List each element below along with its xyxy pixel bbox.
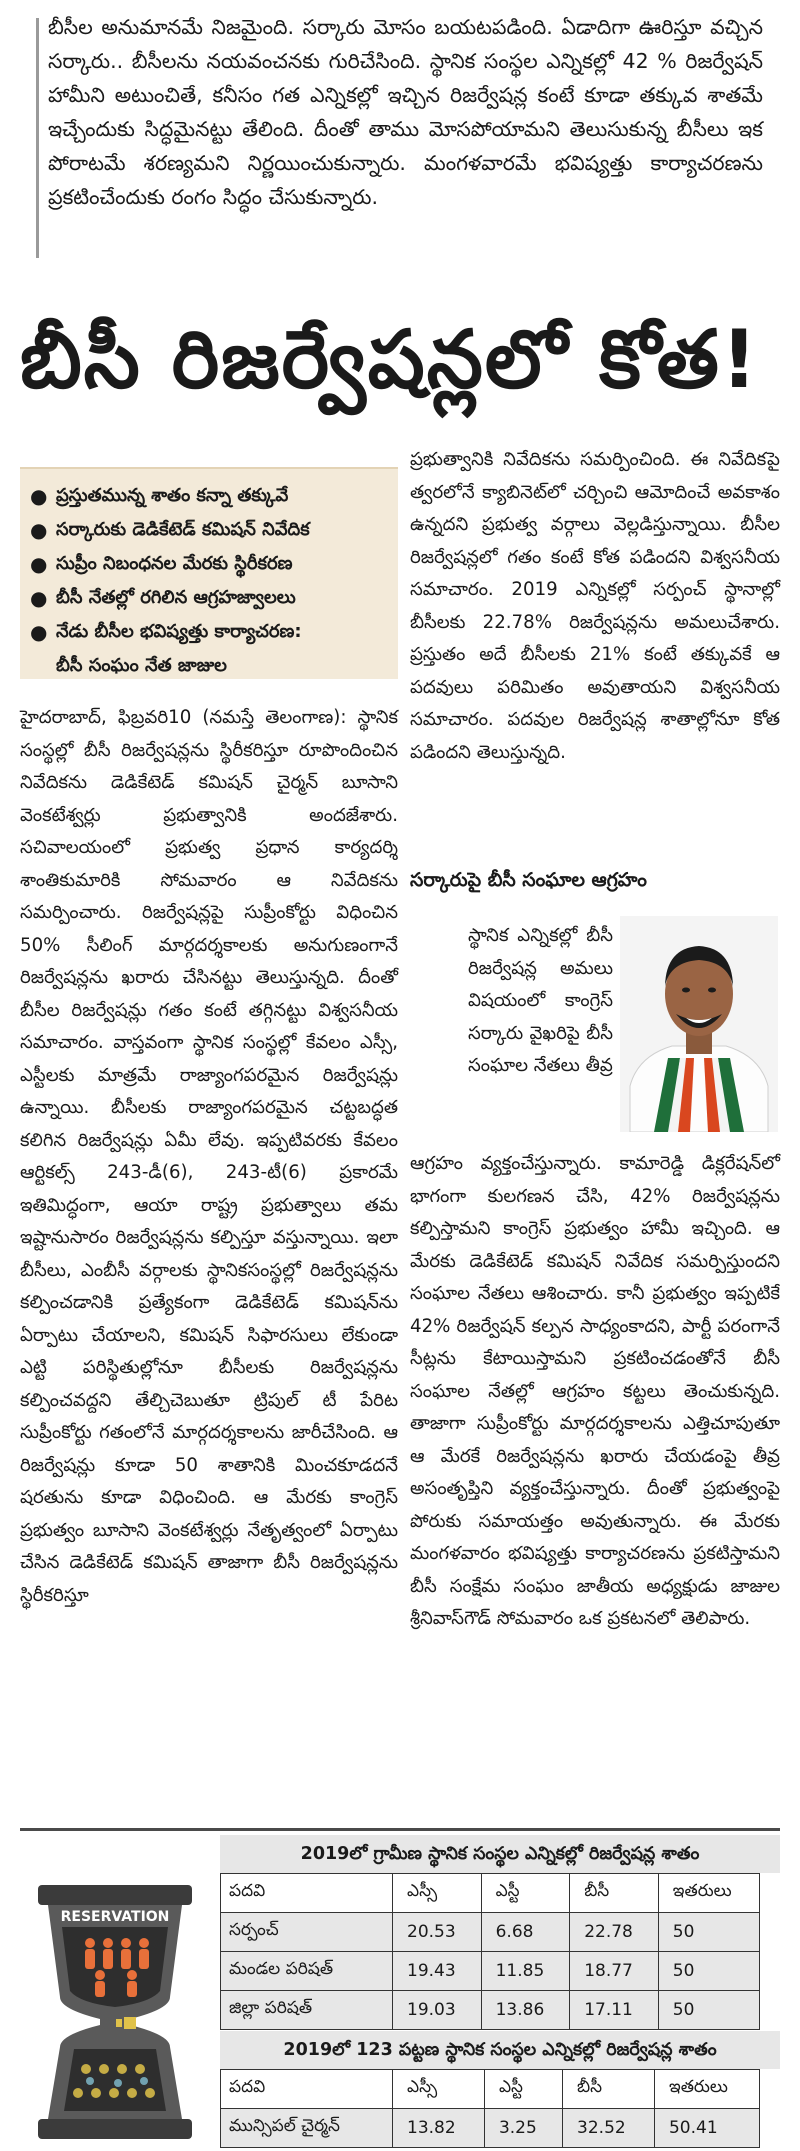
highlight-item: ● నేడు బీసీల భవిష్యత్తు కార్యాచరణ: (30, 615, 390, 649)
table-cell: 50 (658, 1913, 759, 1952)
table-cell: 19.03 (393, 1991, 482, 2030)
body-text: హైదరాబాద్, ఫిబ్రవరి10 (నమస్తే తెలంగాణ): స్థానిక సంస్థల్లో బీసీ రిజర్వేషన్లను స్థిరీకరిస్తూ రూపొందించిన నివేదికను డెడికేటెడ్ కమిషన్ చైర్మన్ బూసాని వెంకటేశ్వర్లు ప్రభుత్వానికి అందజేశారు. సచివాలయంలో ప్రభుత్వ ప్రధాన కార్యదర్శి శాంతికుమారికి సోమవారం ఆ నివేదికను సమర్పించారు. రిజర్వేషన్లపై సుప్రీంకోర్టు విధించిన 50% సీలింగ్ మార్గదర్శకాలకు అనుగుణంగానే రిజర్వేషన్లను ఖరారు చేసినట్టు తెలుస్తున్నది. దీంతో బీసీల రిజర్వేషన్లు గతం కంటే తగ్గినట్టు విశ్వసనీయ సమాచారం. వాస్తవంగా స్థానిక సంస్థల్లో కేవలం ఎస్సీ, ఎస్టీలకు మాత్రమే రాజ్యాంగపరమైన రిజర్వేషన్లు ఉన్నాయి. బీసీలకు రాజ్యాంగపరమైన చట్టబద్ధత కలిగిన రిజర్వేషన్లు ఏమీ లేవు. ఇప్పటివరకు కేవలం ఆర్టికల్స్ 243-డీ(6), 243-టీ(6) ప్రకారమే ఇతిమిద్ధంగా, ఆయా రాష్ట్ర ప్రభుత్వాలు తమ ఇష్టానుసారం రిజర్వేషన్లను కల్పిస్తూ వస్తున్నాయి. ఇలా బీసీలు, ఎంబీసీ వర్గాలకు స్థానికసంస్థల్లో రిజర్వేషన్లను కల్పించడానికి ప్రత్యేకంగా డెడికేటెడ్ కమిషన్‌ను ఏర్పాటు చేయాలని, కమిషన్ సిఫారసులు లేకుండా ఎట్టి పరిస్థితుల్లోనూ బీసీలకు రిజర్వేషన్లను కల్పించవద్దని తేల్చిచెబుతూ ట్రిపుల్ టీ పేరిట సుప్రీంకోర్టు గతంలోనే మార్గదర్శకాలను జారీచేసింది. ఆ రిజర్వేషన్లు కూడా 50 శాతానికి మించకూడదనే షరతును కూడా విధించింది. ఆ మేరకు కాంగ్రెస్ ప్రభుత్వం బూసాని వెంకటేశ్వర్లు నేతృత్వంలో ఏర్పాటు చేసిన డెడికేటెడ్ కమిషన్ తాజాగా బీసీ రిజర్వేషన్లను స్థిరీకరిస్తూ (20, 707, 398, 1606)
table-header-cell: ఎస్టీ (481, 1874, 570, 1913)
highlight-item: ● సుప్రీం నిబంధనల మేరకు స్థిరీకరణ (30, 547, 390, 581)
highlight-item: ● సర్కారుకు డెడికేటెడ్ కమిషన్ నివేదిక (30, 513, 390, 547)
portrait-image (620, 916, 778, 1132)
table-header-cell: ఇతరులు (658, 1874, 759, 1913)
table-header-cell: ఎస్సీ (393, 2070, 485, 2109)
table-cell: మున్సిపల్ చైర్మన్ (221, 2109, 393, 2148)
body-text: స్థానిక ఎన్నికల్లో బీసీ రిజర్వేషన్ల అమలు విషయంలో కాంగ్రెస్ సర్కారు వైఖరిపై బీసీ సంఘాల నేతలు తీవ్ర (468, 925, 613, 1076)
table-cell: 50 (658, 1952, 759, 1991)
highlight-item: ● ప్రస్తుతమున్న శాతం కన్నా తక్కువే (30, 479, 390, 513)
table-cell: 32.52 (563, 2109, 655, 2148)
rural-table-title: 2019లో గ్రామీణ స్థానిక సంస్థల ఎన్నికల్లో రిజర్వేషన్ల శాతం (220, 1835, 780, 1873)
table-header-cell: బీసీ (570, 1874, 659, 1913)
graphic-label: RESERVATION (60, 1909, 170, 1925)
rural-reservation-table (220, 1873, 760, 2030)
table-header-row (221, 1874, 760, 1913)
urban-table-title: 2019లో 123 పట్టణ స్థానిక సంస్థల ఎన్నికల్లో రిజర్వేషన్ల శాతం (220, 2031, 780, 2069)
body-column-2 (410, 444, 780, 769)
table-row (221, 2109, 760, 2148)
leader-photo (620, 916, 778, 1132)
highlight-continuation: బీసీ సంఘం నేత జాజుల (56, 655, 227, 676)
table-header-cell: పదవి (221, 2070, 393, 2109)
urban-table-block (220, 2031, 780, 2148)
body-column-3 (410, 1148, 780, 1636)
table-row (221, 1913, 760, 1952)
subheading: సర్కారుపై బీసీ సంఘాల ఆగ్రహం (410, 869, 647, 891)
urban-reservation-table (220, 2069, 760, 2148)
table-header-row (221, 2070, 760, 2109)
table-cell: 3.25 (484, 2109, 562, 2148)
bullet-icon: ● (30, 484, 48, 508)
table-cell: 13.86 (481, 1991, 570, 2030)
table-header-cell: బీసీ (563, 2070, 655, 2109)
highlights-box (20, 467, 398, 679)
table-cell: 6.68 (481, 1913, 570, 1952)
bullet-icon: ● (30, 518, 48, 542)
table-header-cell: ఎస్టీ (484, 2070, 562, 2109)
table-header-cell: ఎస్సీ (393, 1874, 482, 1913)
table-cell: 22.78 (570, 1913, 659, 1952)
bullet-icon: ● (30, 552, 48, 576)
table-header-cell: పదవి (221, 1874, 393, 1913)
headline: బీసీ రిజర్వేషన్లలో కోత! (20, 313, 760, 406)
body-column-1 (20, 702, 398, 1612)
body-text: ప్రభుత్వానికి నివేదికను సమర్పించింది. ఈ నివేదికపై త్వరలోనే క్యాబినెట్‌లో చర్చించి ఆమోదించే అవకాశం ఉన్నదని ప్రభుత్వ వర్గాలు వెల్లడిస్తున్నాయి. బీసీల రిజర్వేషన్లలో గతం కంటే కోత పడిందని విశ్వసనీయ సమాచారం. 2019 ఎన్నికల్లో సర్పంచ్ స్థానాల్లో బీసీలకు 22.78% రిజర్వేషన్లను అమలుచేశారు. ప్రస్తుతం అదే బీసీలకు 21% కంటే తక్కువకే ఆ పదవులు పరిమితం అవుతాయని విశ్వసనీయ సమాచారం. పదవుల రిజర్వేషన్ల శాతాల్లోనూ కోత పడిందని తెలుస్తున్నది. (410, 449, 780, 763)
table-header-cell: ఇతరులు (654, 2070, 759, 2109)
body-text: ఆగ్రహం వ్యక్తంచేస్తున్నారు. కామారెడ్డి డిక్లరేషన్‌లో భాగంగా కులగణన చేసి, 42% రిజర్వేషన్లను కల్పిస్తామని కాంగ్రెస్ ప్రభుత్వం హామీ ఇచ్చింది. ఆ మేరకు డెడికేటెడ్ కమిషన్ నివేదిక సమర్పిస్తుందని సంఘాల నేతలు ఆశించారు. కానీ ప్రభుత్వం ఇప్పటికే 42% రిజర్వేషన్ కల్పన సాధ్యంకాదని, పార్టీ పరంగానే సీట్లను కేటాయిస్తామని ప్రకటించడంతోనే బీసీ సంఘాల నేతల్లో ఆగ్రహం కట్టలు తెంచుకున్నది. తాజాగా సుప్రీంకోర్టు మార్గదర్శకాలను ఎత్తిచూపుతూ ఆ మేరకే రిజర్వేషన్లను ఖరారు చేయడంపై తీవ్ర అసంతృప్తిని వ్యక్తంచేస్తున్నారు. దీంతో ప్రభుత్వంపై పోరుకు సమాయత్తం అవుతున్నారు. ఈ మేరకు మంగళవారం భవిష్యత్తు కార్యాచరణను ప్రకటిస్తామని బీసీ సంక్షేమ సంఘం జాతీయ అధ్యక్షుడు జాజుల శ్రీనివాస్‌గౌడ్ సోమవారం ఒక ప్రకటనలో తెలిపారు. (410, 1153, 780, 1629)
table-cell: 13.82 (393, 2109, 485, 2148)
body-column-3-top (468, 920, 613, 1083)
table-cell: జిల్లా పరిషత్ (221, 1991, 393, 2030)
lead-rule (36, 18, 39, 258)
bullet-icon: ● (30, 620, 48, 644)
highlight-item: ● బీసీ నేతల్లో రగిలిన ఆగ్రహజ్వాలలు (30, 581, 390, 615)
reservation-tables-section (20, 1828, 780, 2149)
table-row (221, 1952, 760, 1991)
table-cell: 19.43 (393, 1952, 482, 1991)
table-cell: 18.77 (570, 1952, 659, 1991)
rural-table-block (220, 1835, 780, 2030)
table-cell: 50 (658, 1991, 759, 2030)
bullet-icon: ● (30, 586, 48, 610)
table-cell: మండల పరిషత్ (221, 1952, 393, 1991)
table-cell: 11.85 (481, 1952, 570, 1991)
lead-paragraph: బీసీల అనుమానమే నిజమైంది. సర్కారు మోసం బయటపడింది. ఏడాదిగా ఊరిస్తూ వచ్చిన సర్కారు.. బీసీలను నయవంచనకు గురిచేసింది. స్థానిక సంస్థల ఎన్నికల్లో 42 % రిజర్వేషన్ హామీని అటుంచితే, కనీసం గత ఎన్నికల్లో ఇచ్చిన రిజర్వేషన్ల కంటే కూడా తక్కువ శాతమే ఇచ్చేందుకు సిద్ధమైనట్టు తేలింది. దీంతో తాము మోసపోయామని తెలుసుకున్న బీసీలు ఇక పోరాటమే శరణ్యమని నిర్ణయించుకున్నారు. మంగళవారమే భవిష్యత్తు కార్యాచరణను ప్రకటించేందుకు రంగం సిద్ధం చేసుకున్నారు. (48, 15, 763, 209)
table-cell: 50.41 (654, 2109, 759, 2148)
reservation-hourglass-graphic (20, 1879, 210, 2145)
table-cell: 17.11 (570, 1991, 659, 2030)
table-row (221, 1991, 760, 2030)
table-cell: 20.53 (393, 1913, 482, 1952)
table-cell: సర్పంచ్ (221, 1913, 393, 1952)
